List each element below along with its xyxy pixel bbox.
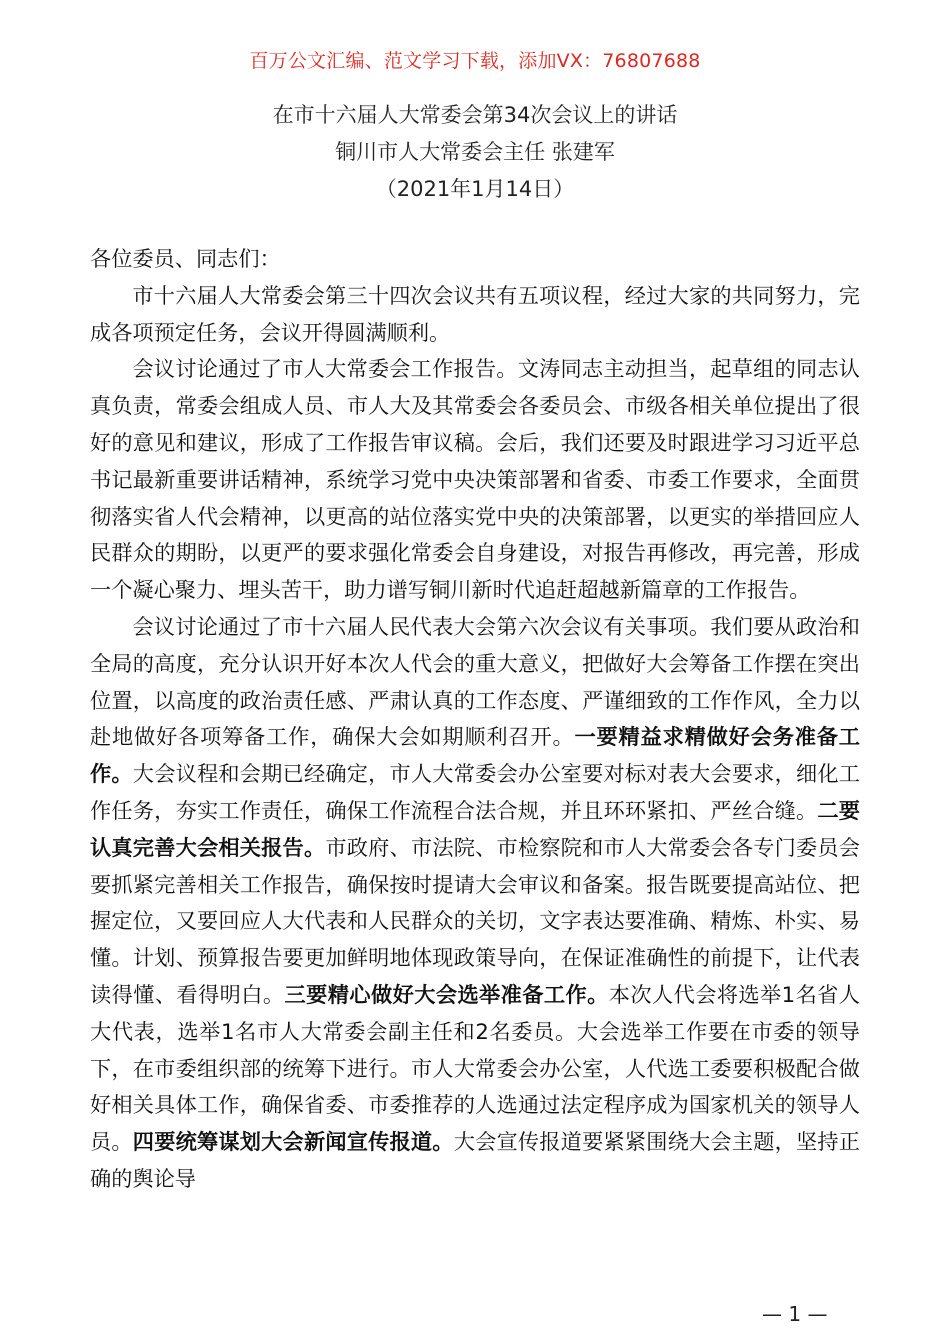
speech-title: 在市十六届人大常委会第34次会议上的讲话 (272, 103, 678, 127)
page-number: — 1 — (762, 1302, 828, 1326)
promo-banner: 百万公文汇编、范文学习下载，添加VX：76807688 (249, 50, 701, 72)
document-body (90, 241, 860, 1198)
point-1-text: 大会议程和会期已经确定，市人大常委会办公室要对标对表大会要求，细化工作任务，夯实工作责任，确保工作流程合法合规，并且环环紧扣、严丝合缝。 (90, 761, 860, 823)
point-1-heading: 一要精益求精做好会务准备工作。 (90, 724, 860, 787)
point-2-heading: 二要认真完善大会相关报告。 (90, 797, 860, 860)
paragraph-2: 会议讨论通过了市人大常委会工作报告。文涛同志主动担当，起草组的同志认真负责，常委会组成人员、市人大及其常委会各委员会、市级各相关单位提出了很好的意见和建议，形成了工作报告审议稿。会后，我们还要及时跟进学习习近平总书记最新重要讲话精神，系统学习党中央决策部署和省委、市委工作要求，全面贯彻落实省人代会精神，以更高的站位落实党中央的决策部署，以更实的举措回应人民群众的期盼，以更严的要求强化常委会自身建设，对报告再修改，再完善，形成一个凝心聚力、埋头苦干，助力谱写铜川新时代追赶超越新篇章的工作报告。 (90, 356, 860, 603)
speech-date: （2021年1月14日） (375, 177, 575, 201)
salutation: 各位委员、同志们： (90, 246, 281, 271)
point-4-heading: 四要统筹谋划大会新闻宣传报道。 (132, 1129, 454, 1155)
paragraph-3 (90, 609, 860, 1198)
point-3-text: 本次人代会将选举1名省人大代表，选举1名市人大常委会副主任和2名委员。大会选举工作要在市委的领导下，在市委组织部的统筹下进行。市人大常委会办公室，人代选工委要积极配合做好相关具体工作，确保省委、市委推荐的人选通过法定程序成为国家机关的领导人员。 (90, 981, 860, 1155)
point-4-text: 大会宣传报道要紧紧围绕大会主题，坚持正确的舆论导 (90, 1129, 860, 1191)
speech-author: 铜川市人大常委会主任 张建军 (335, 140, 615, 164)
point-2-text: 市政府、市法院、市检察院和市人大常委会各专门委员会要抓紧完善相关工作报告，确保按时提请大会审议和备案。报告既要提高站位、把握定位，又要回应人大代表和人民群众的关切，文字表达要准确、精炼、朴实、易懂。计划、预算报告要更加鲜明地体现政策导向，在保证准确性的前提下，让代表读得懂、看得明白。 (90, 834, 860, 1007)
paragraph-3-intro: 会议讨论通过了市十六届人民代表大会第六次会议有关事项。我们要从政治和全局的高度，充分认识开好本次人代会的重大意义，把做好大会筹备工作摆在突出位置，以高度的政治责任感、严肃认真的工作态度、严谨细致的工作作风，全力以赴地做好各项筹备工作，确保大会如期顺利召开。 (90, 613, 860, 750)
point-3-heading: 三要精心做好大会选举准备工作。 (284, 981, 609, 1007)
paragraph-1: 市十六届人大常委会第三十四次会议共有五项议程，经过大家的共同努力，完成各项预定任务，会议开得圆满顺利。 (90, 282, 860, 345)
